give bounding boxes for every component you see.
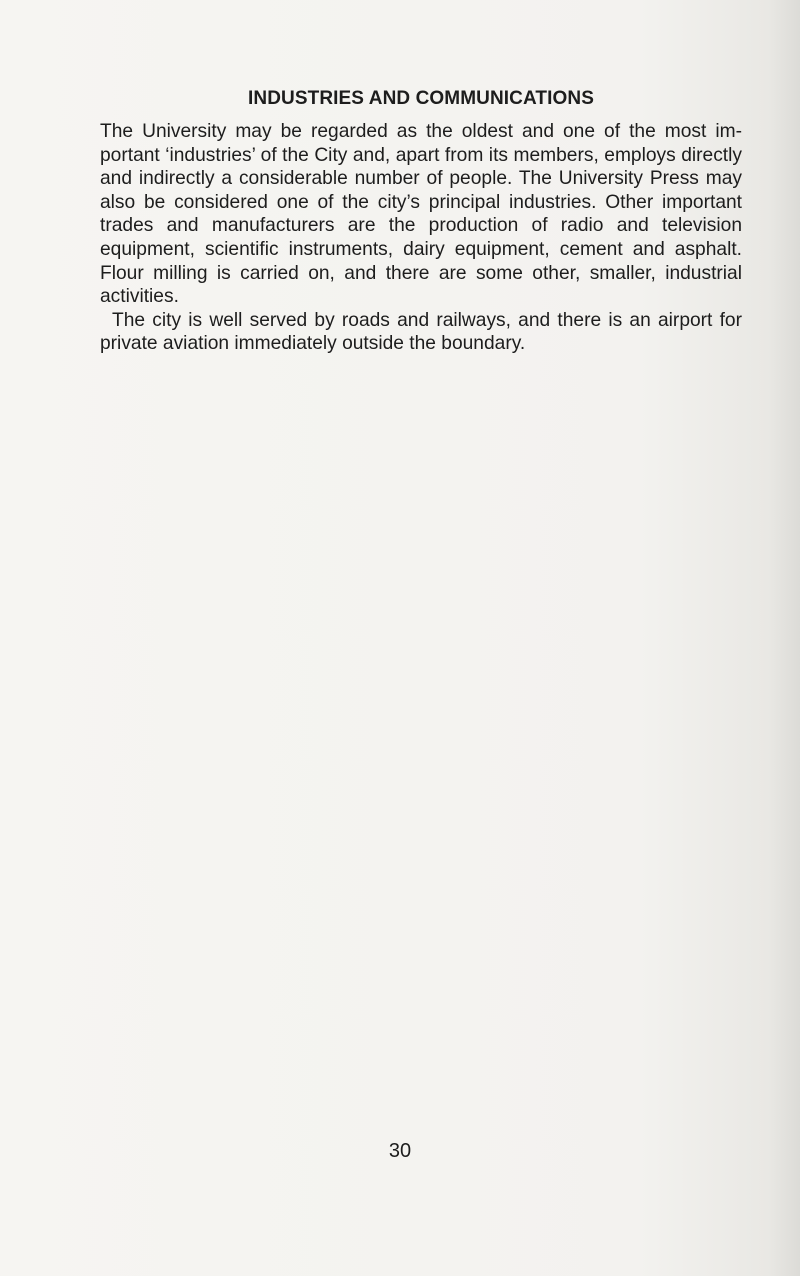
page-content (100, 86, 742, 356)
paragraph-industries: The University may be regarded as the oldest and one of the most important ‘industries’ of the City and, apart from its members, employs directly and indirectly a considerable number of people. The University Press may also be considered one of the city’s principal industries. Other important trades and manufacturers are the production of radio and television equipment, scientific instruments, dairy equipment, cement and asphalt. Flour milling is carried on, and there are some other, smaller, industrial activities. (100, 121, 742, 308)
page-number: 30 (388, 1140, 412, 1162)
section-heading: INDUSTRIES AND COMMUNICATIONS (248, 88, 594, 109)
paragraph-communications: The city is well served by roads and railways, and there is an airport for private aviation immediately outside the boundary. (100, 309, 742, 355)
